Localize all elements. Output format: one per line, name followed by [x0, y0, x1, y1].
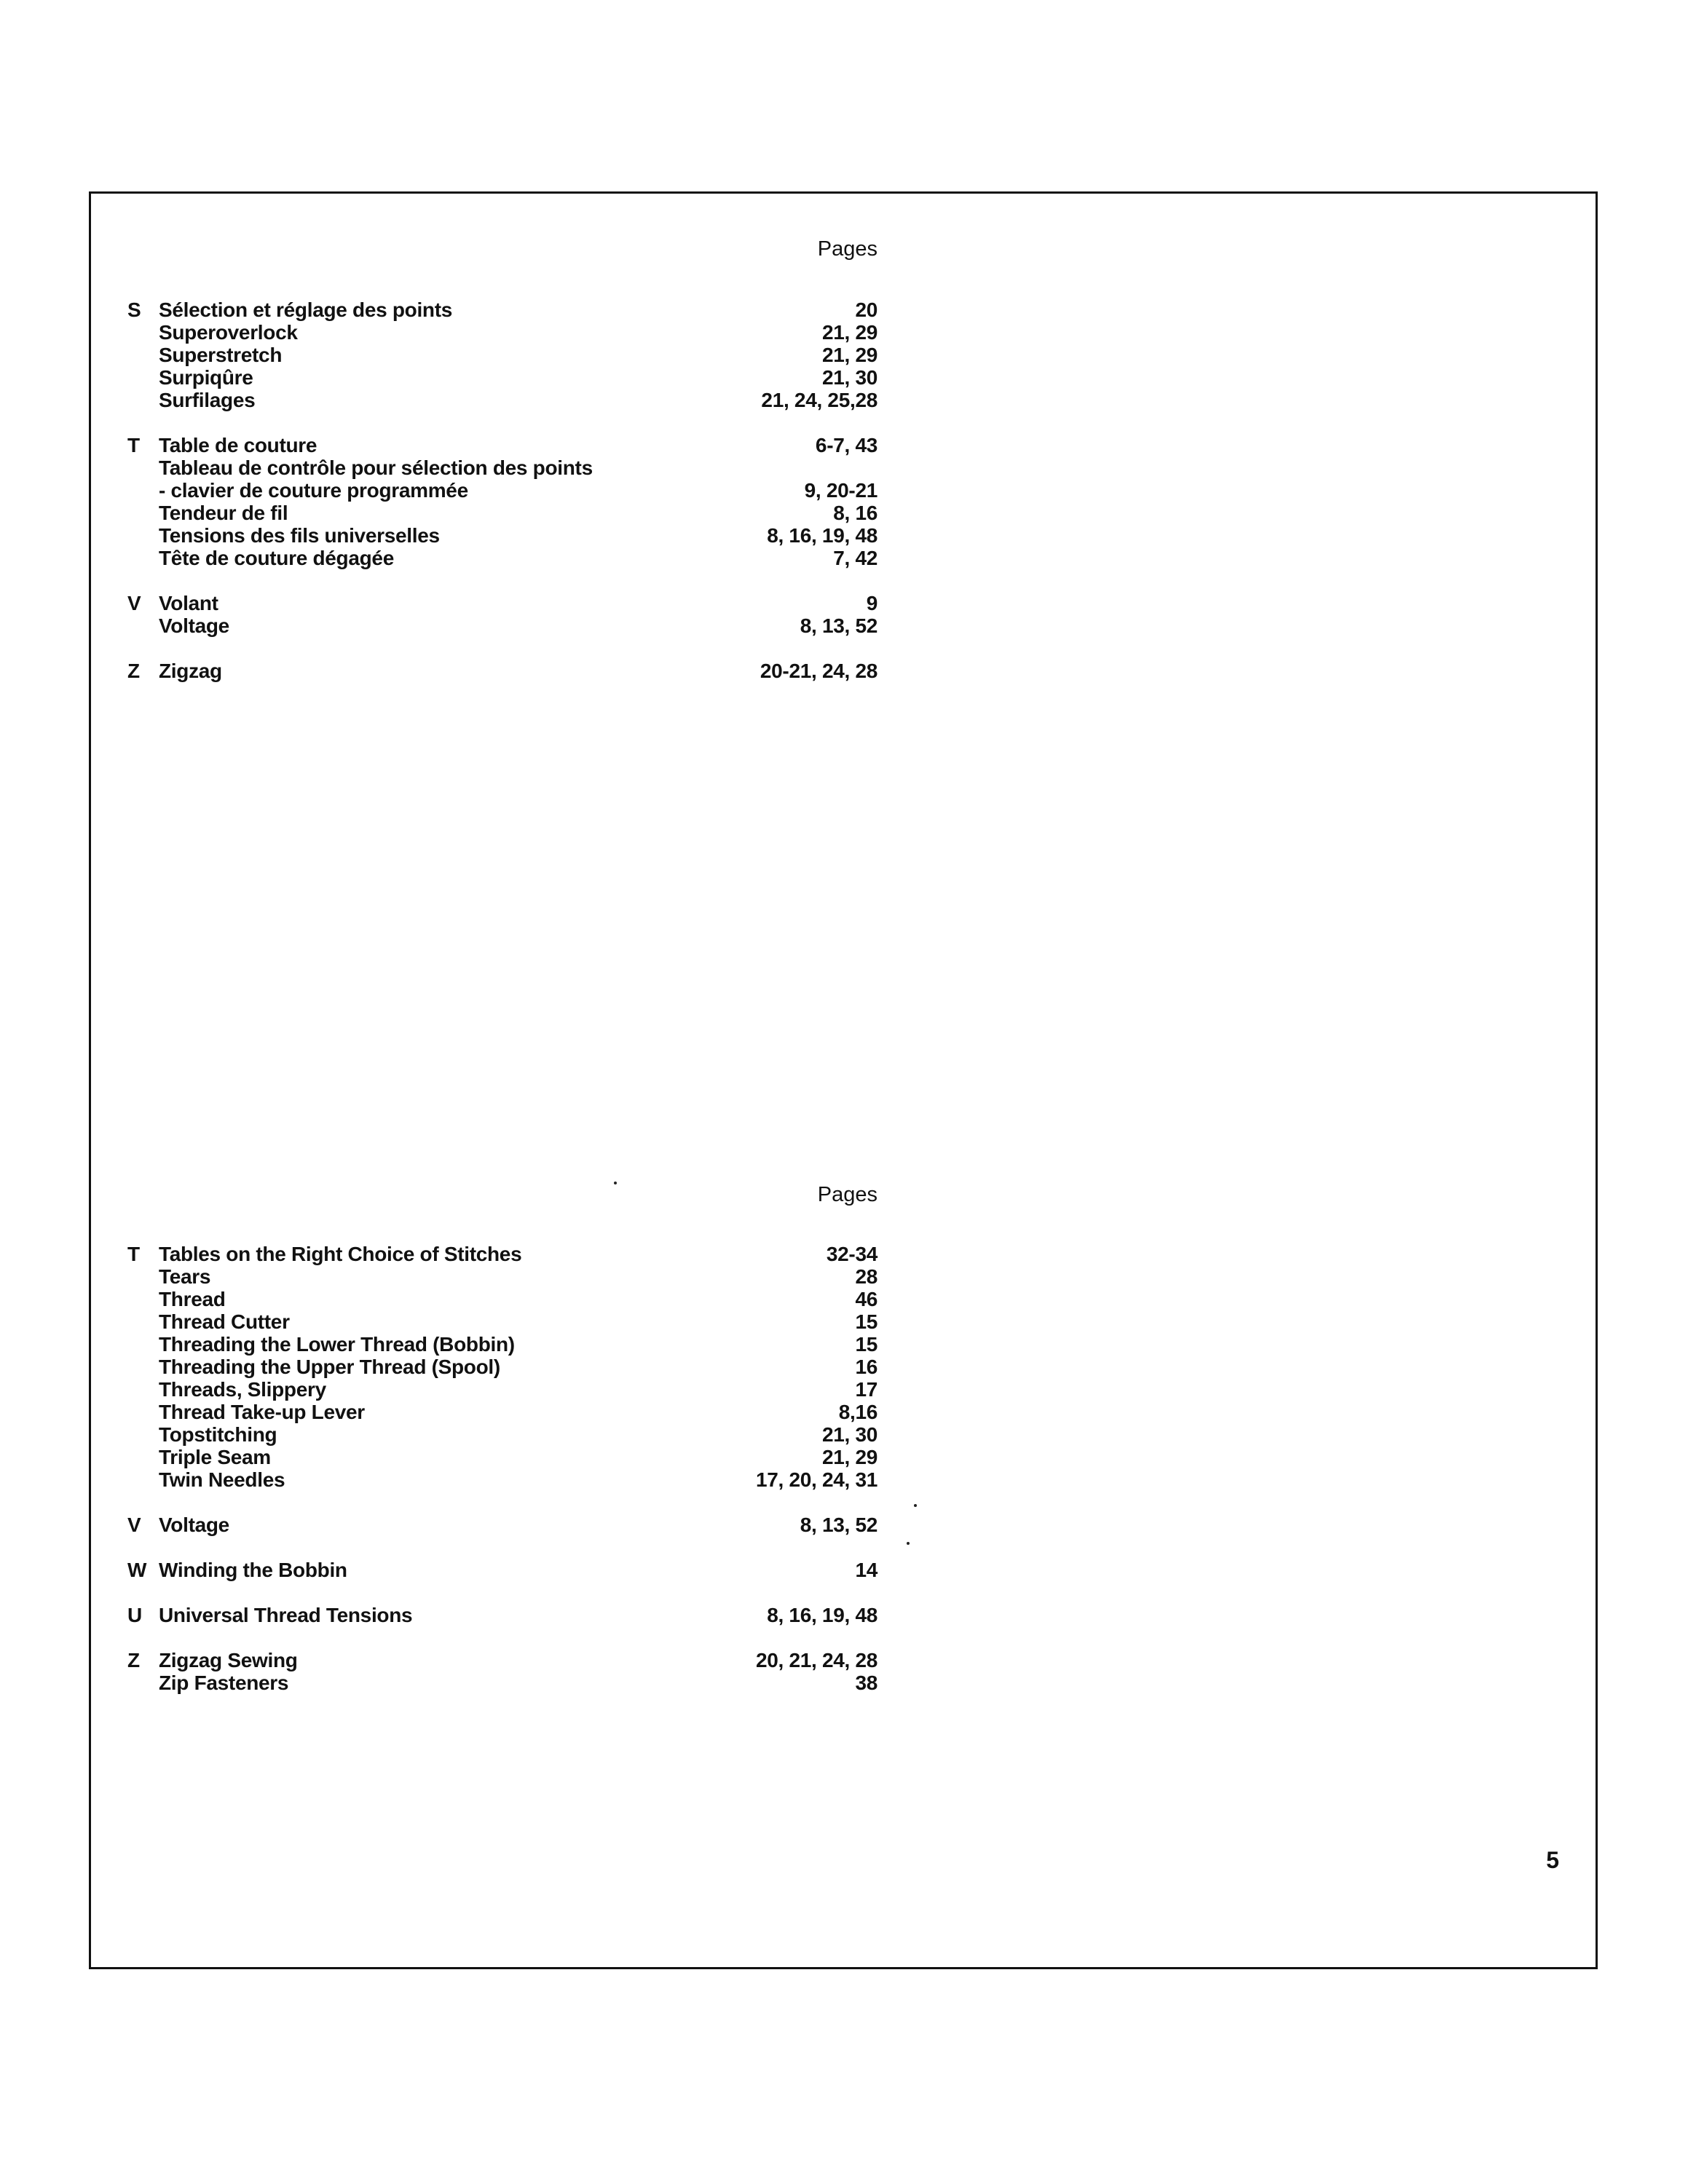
- entry-label: Superoverlock: [159, 321, 298, 344]
- entry-label: Topstitching: [159, 1423, 277, 1446]
- entry-label: Sélection et réglage des points: [159, 298, 453, 321]
- entry-pages: 17: [855, 1378, 877, 1401]
- entry-pages: 8, 16, 19, 48: [767, 1604, 877, 1626]
- entry-pages: 16: [855, 1356, 877, 1378]
- entry-pages: 21, 24, 25,28: [761, 389, 877, 411]
- scan-speck: [907, 1542, 910, 1545]
- index-entry: [159, 344, 877, 366]
- group-letter: V: [127, 1514, 141, 1536]
- group-letter: T: [127, 1243, 141, 1265]
- index-group-v: [127, 592, 877, 637]
- index-entry: [159, 298, 877, 321]
- entry-pages: 21, 29: [821, 1446, 877, 1468]
- entry-pages: 46: [855, 1288, 877, 1310]
- index-entry: [159, 479, 877, 502]
- entry-pages: 15: [855, 1333, 877, 1356]
- index-entry: [159, 502, 877, 524]
- index-entry: [159, 1559, 877, 1581]
- group-letter: U: [127, 1604, 143, 1626]
- entry-label: Tables on the Right Choice of Stitches: [159, 1243, 522, 1265]
- entry-pages: 8, 16: [833, 502, 877, 524]
- entry-label: Universal Thread Tensions: [159, 1604, 413, 1626]
- entry-label: Surfilages: [159, 389, 256, 411]
- entry-pages: 8, 13, 52: [800, 614, 877, 637]
- index-group-s: [127, 298, 877, 411]
- entry-label: Voltage: [159, 1514, 229, 1536]
- index-entry: [159, 1310, 877, 1333]
- index-entry: [159, 366, 877, 389]
- index-entry: [159, 1378, 877, 1401]
- index-entry: [159, 389, 877, 411]
- entry-pages: 8, 13, 52: [800, 1514, 877, 1536]
- entry-label: Tête de couture dégagée: [159, 547, 394, 569]
- index-entry: [159, 660, 877, 682]
- english-index: [127, 1182, 877, 1717]
- entry-pages: 7, 42: [833, 547, 877, 569]
- entry-pages: 21, 30: [821, 1423, 877, 1446]
- entry-pages: 9: [866, 592, 877, 614]
- group-letter: S: [127, 298, 141, 321]
- index-group-u: [127, 1604, 877, 1626]
- index-entry: [159, 456, 877, 479]
- entry-label: Zigzag: [159, 660, 222, 682]
- entry-pages: 17, 20, 24, 31: [755, 1468, 877, 1491]
- index-entry: [159, 1514, 877, 1536]
- index-entry: [159, 1671, 877, 1694]
- index-entry: [159, 1243, 877, 1265]
- entry-label: Triple Seam: [159, 1446, 271, 1468]
- entry-label: Tendeur de fil: [159, 502, 288, 524]
- entry-label: Tableau de contrôle pour sélection des points: [159, 456, 593, 479]
- group-letter: V: [127, 592, 141, 614]
- entry-pages: 28: [855, 1265, 877, 1288]
- entry-label: Superstretch: [159, 344, 283, 366]
- entry-pages: 8, 16, 19, 48: [767, 524, 877, 547]
- entry-label: Threads, Slippery: [159, 1378, 326, 1401]
- entry-label: Zigzag Sewing: [159, 1649, 298, 1671]
- entry-label: Table de couture: [159, 434, 318, 456]
- entry-label: Twin Needles: [159, 1468, 285, 1491]
- index-group-w: [127, 1559, 877, 1581]
- entry-label: Thread: [159, 1288, 226, 1310]
- entry-pages: 21, 29: [821, 344, 877, 366]
- index-group-z: [127, 1649, 877, 1694]
- index-entry: [159, 614, 877, 637]
- index-group-t: [127, 434, 877, 569]
- group-letter: Z: [127, 660, 141, 682]
- entry-pages: 20: [855, 298, 877, 321]
- entry-label: Zip Fasteners: [159, 1671, 289, 1694]
- entry-pages: 21, 30: [821, 366, 877, 389]
- index-entry: [159, 524, 877, 547]
- group-letter: Z: [127, 1649, 141, 1671]
- entry-label: Threading the Upper Thread (Spool): [159, 1356, 500, 1378]
- index-entry: [159, 1604, 877, 1626]
- entry-pages: 15: [855, 1310, 877, 1333]
- entry-label: Surpiqûre: [159, 366, 253, 389]
- entry-pages: 6-7, 43: [815, 434, 877, 456]
- index-entry: [159, 1356, 877, 1378]
- entry-pages: 21, 29: [821, 321, 877, 344]
- index-entry: [159, 1649, 877, 1671]
- page-number: 5: [1546, 1847, 1559, 1873]
- entry-pages: 9, 20-21: [804, 479, 877, 502]
- index-entry: [159, 1265, 877, 1288]
- index-group-v: [127, 1514, 877, 1536]
- group-letter: T: [127, 434, 141, 456]
- french-index: [127, 236, 877, 705]
- index-entry: [159, 592, 877, 614]
- pages-column-header: Pages: [817, 1183, 877, 1206]
- entry-pages: 38: [855, 1671, 877, 1694]
- pages-column-header: Pages: [817, 237, 877, 261]
- entry-label: Tears: [159, 1265, 211, 1288]
- entry-pages: 14: [855, 1559, 877, 1581]
- group-letter: W: [127, 1559, 147, 1581]
- index-entry: [159, 1468, 877, 1491]
- entry-label: Tensions des fils universelles: [159, 524, 440, 547]
- scan-speck: [914, 1504, 917, 1507]
- index-group-t: [127, 1243, 877, 1491]
- entry-label: Thread Take-up Lever: [159, 1401, 365, 1423]
- entry-label: Winding the Bobbin: [159, 1559, 347, 1581]
- entry-pages: 20-21, 24, 28: [760, 660, 877, 682]
- entry-pages: 20, 21, 24, 28: [755, 1649, 877, 1671]
- scan-speck: [614, 1182, 617, 1184]
- entry-label: - clavier de couture programmée: [159, 479, 468, 502]
- index-group-z: [127, 660, 877, 682]
- index-entry: [159, 434, 877, 456]
- entry-pages: 32-34: [826, 1243, 877, 1265]
- page-frame: [89, 191, 1598, 1969]
- index-entry: [159, 1333, 877, 1356]
- index-entry: [159, 321, 877, 344]
- index-entry: [159, 1446, 877, 1468]
- index-entry: [159, 547, 877, 569]
- index-entry: [159, 1401, 877, 1423]
- entry-pages: 8,16: [838, 1401, 877, 1423]
- entry-label: Thread Cutter: [159, 1310, 290, 1333]
- index-entry: [159, 1423, 877, 1446]
- entry-label: Volant: [159, 592, 218, 614]
- index-entry: [159, 1288, 877, 1310]
- entry-label: Voltage: [159, 614, 229, 637]
- entry-label: Threading the Lower Thread (Bobbin): [159, 1333, 515, 1356]
